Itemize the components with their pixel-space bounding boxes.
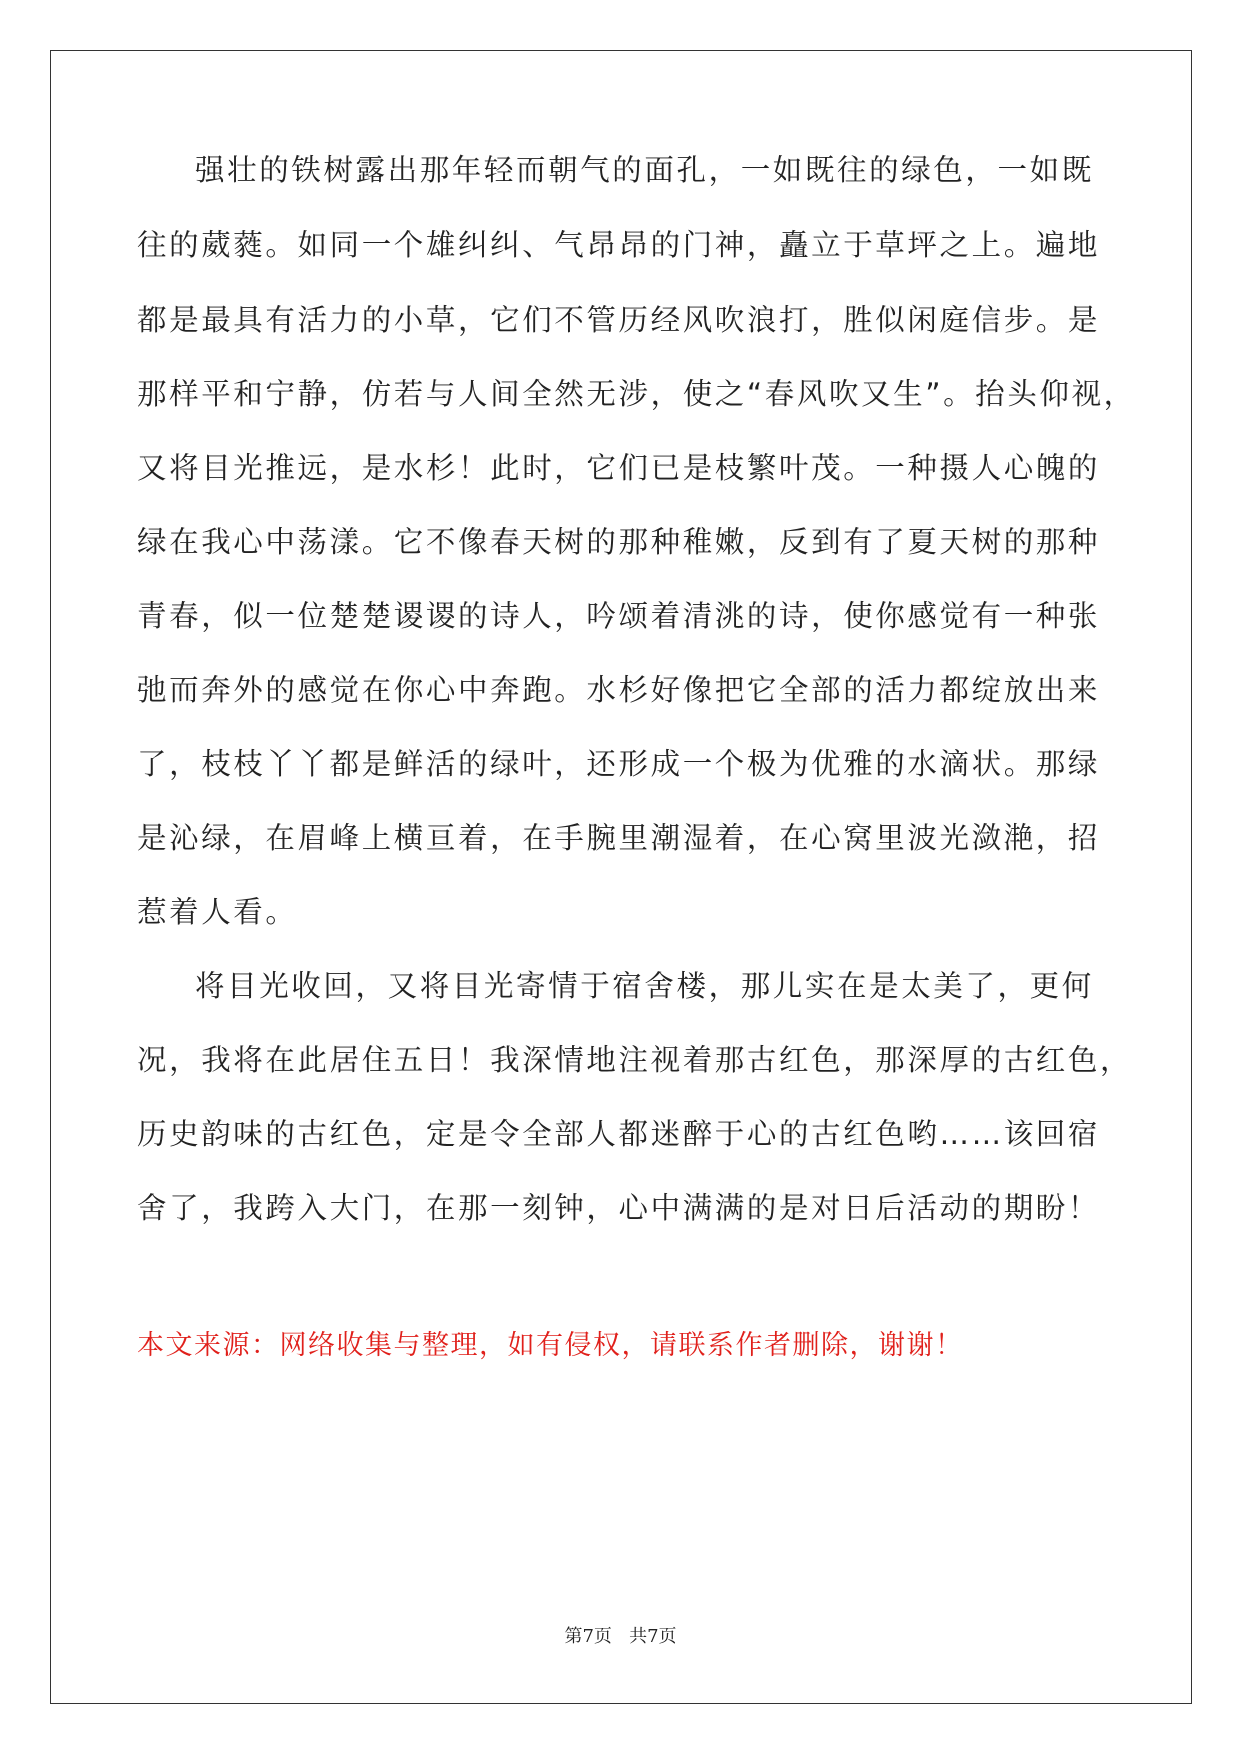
text-line: 绿在我心中荡漾。它不像春天树的那种稚嫩，反到有了夏天树的那种 bbox=[137, 525, 1101, 559]
text-line: 惹着人看。 bbox=[137, 895, 298, 929]
text-line: 况，我将在此居住五日！我深情地注视着那古红色，那深厚的古红色， bbox=[137, 1043, 1133, 1077]
text-line: 是沁绿，在眉峰上横亘着，在手腕里潮湿着，在心窝里波光潋滟，招 bbox=[137, 821, 1101, 855]
text-line: 青春，似一位楚楚谡谡的诗人，吟颂着清洮的诗，使你感觉有一种张 bbox=[137, 599, 1101, 633]
text-line: 将目光收回，又将目光寄情于宿舍楼，那儿实在是太美了，更何 bbox=[195, 969, 1094, 1003]
page-footer: 第7页 共7页 bbox=[564, 1626, 677, 1647]
text-line: 又将目光推远，是水杉！此时，它们已是枝繁叶茂。一种摄人心魄的 bbox=[137, 451, 1101, 485]
text-line: 历史韵味的古红色，定是令全部人都迷醉于心的古红色哟……该回宿 bbox=[137, 1117, 1101, 1151]
source-note: 本文来源：网络收集与整理，如有侵权，请联系作者删除，谢谢！ bbox=[137, 1330, 964, 1361]
text-line: 了，枝枝丫丫都是鲜活的绿叶，还形成一个极为优雅的水滴状。那绿 bbox=[137, 747, 1101, 781]
text-line: 弛而奔外的感觉在你心中奔跑。水杉好像把它全部的活力都绽放出来 bbox=[137, 673, 1101, 707]
text-line: 强壮的铁树露出那年轻而朝气的面孔，一如既往的绿色，一如既 bbox=[195, 153, 1094, 187]
page-border bbox=[50, 50, 1192, 1704]
text-line: 都是最具有活力的小草，它们不管历经风吹浪打，胜似闲庭信步。是 bbox=[137, 303, 1101, 337]
text-line: 那样平和宁静，仿若与人间全然无涉，使之“春风吹又生”。抬头仰视， bbox=[137, 377, 1136, 411]
text-line: 往的葳蕤。如同一个雄纠纠、气昂昂的门神，矗立于草坪之上。遍地 bbox=[137, 228, 1101, 262]
text-line: 舍了，我跨入大门，在那一刻钟，心中满满的是对日后活动的期盼！ bbox=[137, 1191, 1101, 1225]
